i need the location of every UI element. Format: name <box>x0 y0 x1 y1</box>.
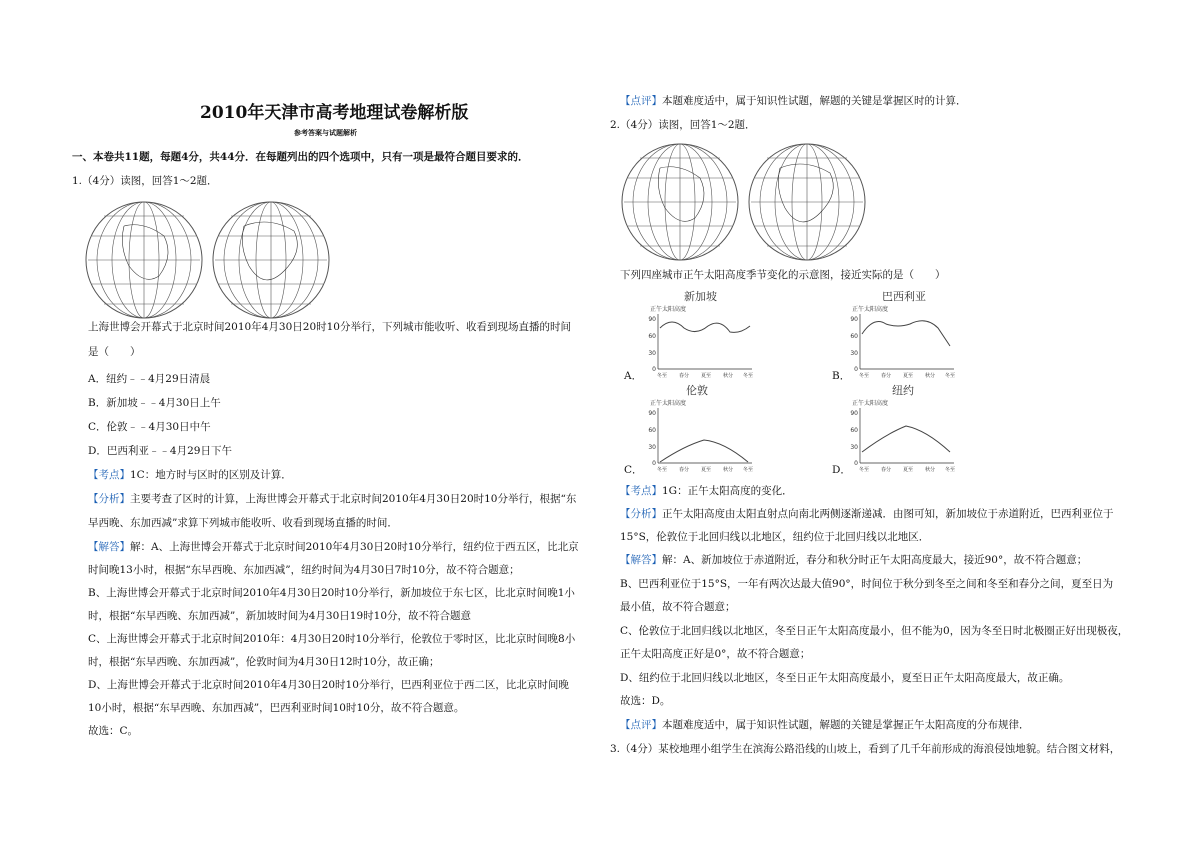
kaodian-tag: 【考点】 <box>88 469 130 481</box>
q1-jieda-line6: 时，根据“东早西晚、东加西减”，伦敦时间为4月30日12时10分，故正确； <box>88 656 440 668</box>
q1-jieda-line1 <box>88 540 579 554</box>
chart-b-x0: 冬至 <box>858 373 870 379</box>
q2-jieda-line4: C、伦敦位于北回归线以北地区，冬至日正午太阳高度最小，但不能为0，因为冬至日时北极圈正好出现极夜， <box>620 625 1129 637</box>
question-3-head: 3.（4分）某校地理小组学生在滨海公路沿线的山坡上，看到了几千年前形成的海浪侵蚀地貌。结合图文材料， <box>610 743 1121 755</box>
chart-d-tick-30: 30 <box>850 444 858 451</box>
q1-option-a: A．纽约﹣﹣4月29日清晨 <box>88 373 211 385</box>
chart-a-title: 新加坡 <box>684 290 717 303</box>
chart-b <box>846 304 956 383</box>
kaodian-tag-2: 【考点】 <box>620 485 662 497</box>
q1-jieda-line7: D、上海世博会开幕式于北京时间2010年4月30日20时10分举行，巴西利亚位于西二区，比北京时间晚 <box>88 679 569 691</box>
chart-d-tick-0: 0 <box>854 460 858 467</box>
fenxi-tag-2: 【分析】 <box>620 508 662 520</box>
chart-a-x4: 冬至 <box>742 373 754 379</box>
chart-d-letter: D． <box>832 464 851 476</box>
chart-c-title: 伦敦 <box>686 384 708 397</box>
chart-b-x3: 秋分 <box>924 373 936 379</box>
q1-jieda-line5: C、上海世博会开幕式于北京时间2010年：4月30日20时10分举行，伦敦位于零时区，比北京时间晚8小 <box>88 633 576 645</box>
chart-a-x3: 秋分 <box>722 373 734 379</box>
q1-fenxi-line1 <box>88 492 576 506</box>
q2-jieda-line5: 正午太阳高度正好是0°，故不符合题意； <box>620 648 811 660</box>
chart-c-tick-0: 0 <box>652 460 656 467</box>
globe-pair-figure-2 <box>620 138 870 269</box>
chart-d-svg <box>846 398 956 474</box>
question-1-head: 1.（4分）读图，回答1～2题． <box>72 175 218 187</box>
chart-a-x2: 夏至 <box>700 373 712 379</box>
chart-a <box>644 304 754 383</box>
q1-option-b: B．新加坡﹣﹣4月30日上午 <box>88 397 221 409</box>
q2-jieda-line3: 最小值，故不符合题意； <box>620 601 736 613</box>
fenxi-text-2: 正午太阳高度由太阳直射点向南北两侧逐渐递减．由图可知，新加坡位于赤道附近，巴西利亚位于 <box>662 508 1114 520</box>
kaodian-text: 1C：地方时与区时的区别及计算． <box>130 469 292 481</box>
chart-c-svg <box>644 398 754 474</box>
fenxi-tag: 【分析】 <box>88 493 130 505</box>
chart-d-tick-60: 60 <box>850 427 858 434</box>
doc-subtitle: 参考答案与试题解析 <box>294 128 357 137</box>
chart-c-x0: 冬至 <box>656 467 668 473</box>
q1-fenxi-line2: 早西晚、东加西减”求算下列城市能收听、收看到现场直播的时间． <box>88 517 398 529</box>
chart-b-tick-0: 0 <box>854 366 858 373</box>
chart-c-x2: 夏至 <box>700 467 712 473</box>
jieda-text: 解：A、上海世博会开幕式于北京时间2010年4月30日20时10分举行，纽约位于西五区，比北京 <box>130 541 579 553</box>
chart-a-letter: A． <box>624 370 643 382</box>
chart-c <box>644 398 754 477</box>
chart-a-x1: 春分 <box>678 373 690 379</box>
chart-b-tick-90: 90 <box>850 316 858 323</box>
dianping-text-2: 本题难度适中，属于知识性试题，解题的关键是掌握正午太阳高度的分布规律． <box>662 719 1030 731</box>
chart-b-tick-60: 60 <box>850 333 858 340</box>
globe-figure-svg <box>84 196 334 324</box>
chart-b-letter: B． <box>832 370 851 382</box>
chart-a-tick-60: 60 <box>648 333 656 340</box>
chart-c-x1: 春分 <box>678 467 690 473</box>
q1-stem-line1: 上海世博会开幕式于北京时间2010年4月30日20时10分举行，下列城市能收听、收看到现场直播的时间 <box>88 321 571 333</box>
chart-c-letter: C． <box>624 464 643 476</box>
q2-stem: 下列四座城市正午太阳高度季节变化的示意图，接近实际的是（ ） <box>620 269 946 281</box>
chart-b-title: 巴西利亚 <box>882 290 926 303</box>
chart-a-tick-30: 30 <box>648 350 656 357</box>
chart-d-x0: 冬至 <box>858 467 870 473</box>
chart-c-ylabel: 正午太阳高度 <box>650 400 687 407</box>
q2-answer: 故选：D。 <box>620 695 671 707</box>
chart-b-x2: 夏至 <box>902 373 914 379</box>
doc-title: 2010年天津市高考地理试卷解析版 <box>200 103 469 123</box>
chart-c-tick-90: 90 <box>648 410 656 417</box>
chart-c-x3: 秋分 <box>722 467 734 473</box>
chart-a-tick-90: 90 <box>648 316 656 323</box>
question-2-head: 2.（4分）读图，回答1～2题． <box>610 119 756 131</box>
q1-jieda-line4: 时，根据“东早西晚、东加西减”，新加坡时间为4月30日19时10分，故不符合题意 <box>88 610 471 622</box>
q2-fenxi-line2: 15°S，伦敦位于北回归线以北地区，纽约位于北回归线以北地区． <box>620 531 930 543</box>
q1-dianping <box>620 94 967 108</box>
q2-fenxi-line1 <box>620 507 1114 521</box>
chart-c-tick-30: 30 <box>648 444 656 451</box>
fenxi-text: 主要考查了区时的计算，上海世博会开幕式于北京时间2010年4月30日20时10分举行，根据“东 <box>130 493 577 505</box>
q1-jieda-line2: 时间晚13小时，根据“东早西晚、东加西减”，纽约时间为4月30日7时10分，故不符合题意； <box>88 564 520 576</box>
chart-c-tick-60: 60 <box>648 427 656 434</box>
chart-d-tick-90: 90 <box>850 410 858 417</box>
chart-d-title: 纽约 <box>892 384 914 397</box>
chart-d-x1: 春分 <box>880 467 892 473</box>
dianping-text: 本题难度适中，属于知识性试题，解题的关键是掌握区时的计算． <box>662 95 967 107</box>
chart-d-x2: 夏至 <box>902 467 914 473</box>
chart-b-x4: 冬至 <box>944 373 956 379</box>
q1-kaodian <box>88 468 292 482</box>
q2-jieda-line6: D、纽约位于北回归线以北地区，冬至日正午太阳高度最小，夏至日正午太阳高度最大，故正确。 <box>620 672 1070 684</box>
chart-b-tick-30: 30 <box>850 350 858 357</box>
section-heading: 一、本卷共11题，每题4分，共44分．在每题列出的四个选项中，只有一项是最符合题目要求的． <box>72 151 529 163</box>
q1-stem-line2: 是（ ） <box>88 346 141 358</box>
q1-option-c: C．伦敦﹣﹣4月30日中午 <box>88 421 211 433</box>
chart-c-x4: 冬至 <box>742 467 754 473</box>
chart-a-x0: 冬至 <box>656 373 668 379</box>
chart-d-x3: 秋分 <box>924 467 936 473</box>
dianping-tag-2: 【点评】 <box>620 719 662 731</box>
dianping-tag: 【点评】 <box>620 95 662 107</box>
q1-jieda-line8: 10小时，根据“东早西晚、东加西减”，巴西利亚时间10时10分，故不符合题意。 <box>88 702 465 714</box>
jieda-tag-2: 【解答】 <box>620 554 662 566</box>
q1-jieda-line3: B、上海世博会开幕式于北京时间2010年4月30日20时10分举行，新加坡位于东七区，比北京时间晚1小 <box>88 587 575 599</box>
globe-figure-svg-2 <box>620 138 870 266</box>
q2-dianping <box>620 718 1030 732</box>
chart-a-ylabel: 正午太阳高度 <box>650 306 687 313</box>
jieda-tag: 【解答】 <box>88 541 130 553</box>
q1-answer: 故选：C。 <box>88 725 139 737</box>
chart-a-svg <box>644 304 754 380</box>
chart-a-tick-0: 0 <box>652 366 656 373</box>
chart-b-svg <box>846 304 956 380</box>
chart-b-ylabel: 正午太阳高度 <box>852 306 889 313</box>
chart-d-ylabel: 正午太阳高度 <box>852 400 889 407</box>
q2-jieda-line2: B、巴西利亚位于15°S，一年有两次达最大值90°，时间位于秋分到冬至之间和冬至和春分之间，夏至日为 <box>620 578 1114 590</box>
chart-d <box>846 398 956 477</box>
chart-d-x4: 冬至 <box>944 467 956 473</box>
kaodian-text-2: 1G：正午太阳高度的变化． <box>662 485 793 497</box>
globe-pair-figure <box>84 196 334 327</box>
q2-jieda-line1 <box>620 553 1087 567</box>
jieda-text-2: 解：A、新加坡位于赤道附近，春分和秋分时正午太阳高度最大，接近90°，故不符合题意； <box>662 554 1088 566</box>
q2-kaodian <box>620 484 793 498</box>
q1-option-d: D．巴西利亚﹣﹣4月29日下午 <box>88 445 232 457</box>
chart-b-x1: 春分 <box>880 373 892 379</box>
